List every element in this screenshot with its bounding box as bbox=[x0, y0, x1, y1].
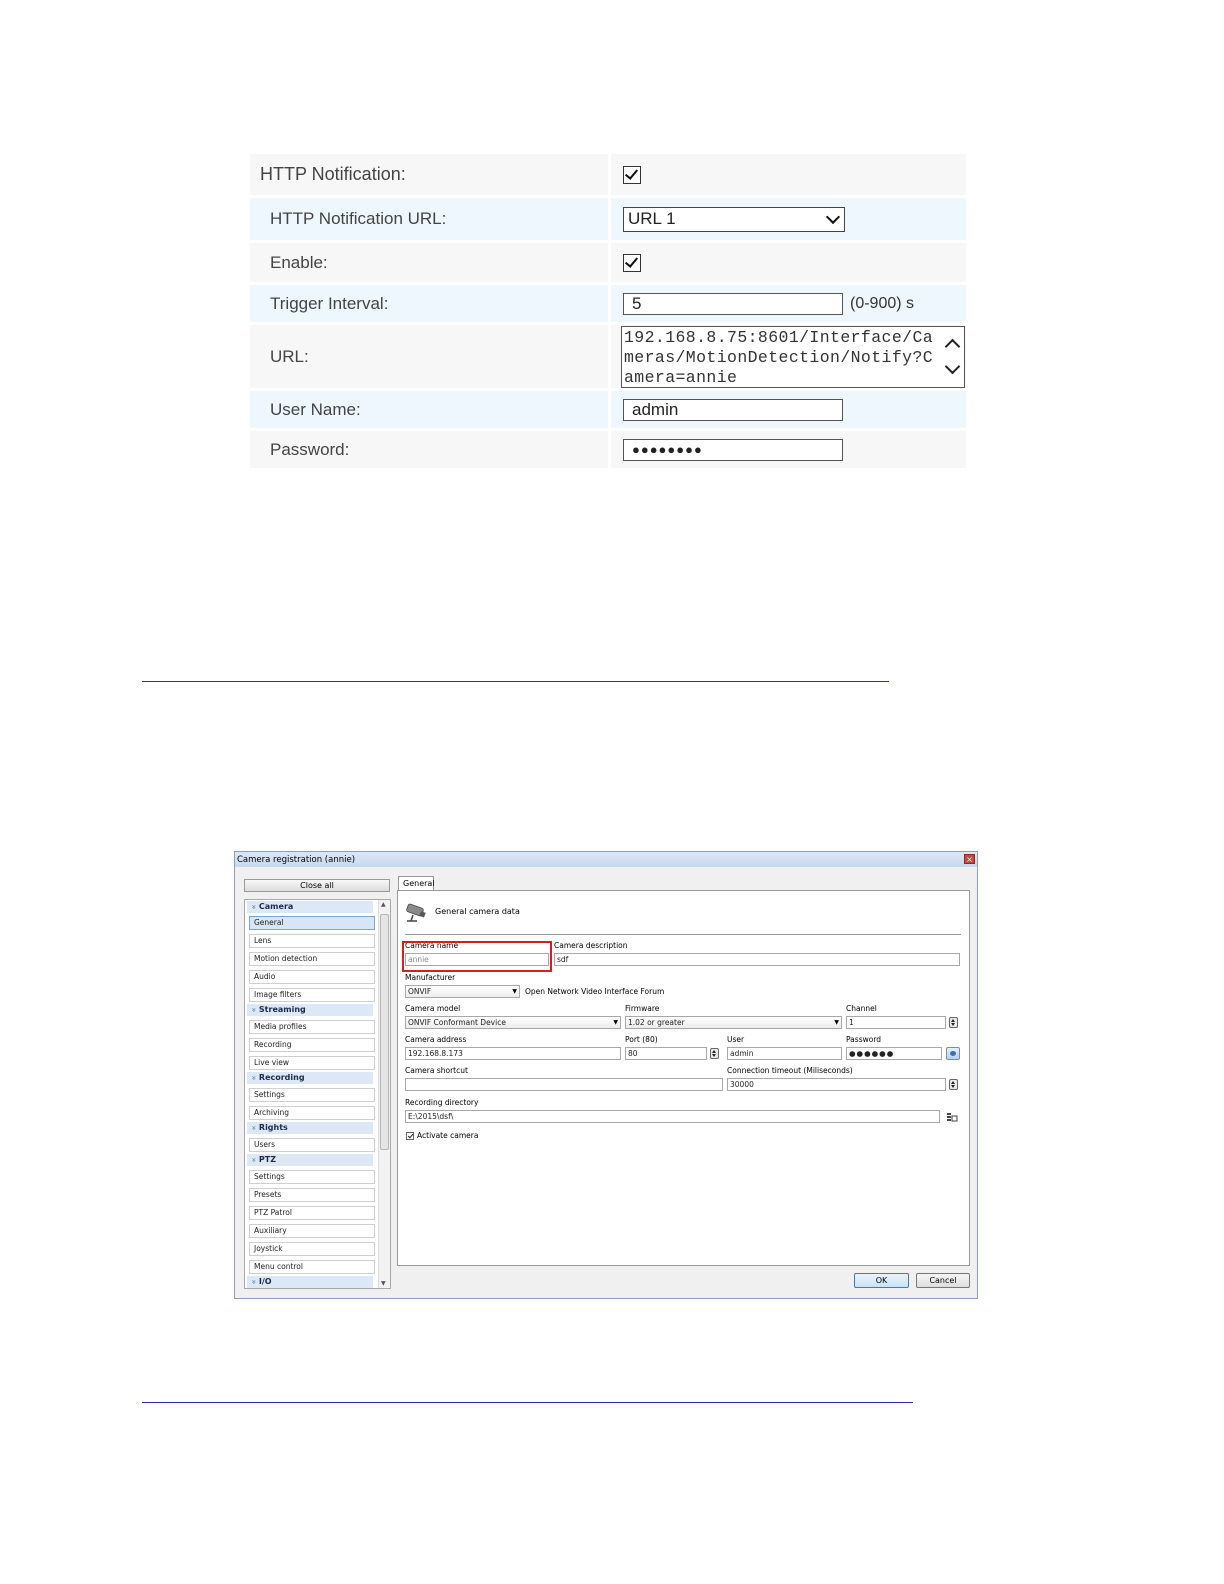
nav-item-media-profiles[interactable]: Media profiles bbox=[249, 1020, 375, 1034]
activate-camera-checkbox[interactable] bbox=[406, 1132, 414, 1140]
camera-shortcut-input[interactable] bbox=[405, 1078, 723, 1091]
activate-camera-label: Activate camera bbox=[417, 1131, 479, 1140]
camera-name-label: Camera name bbox=[405, 941, 459, 950]
nav-item-general[interactable]: General bbox=[249, 916, 375, 930]
cancel-button[interactable]: Cancel bbox=[916, 1273, 970, 1288]
dialog-titlebar bbox=[235, 852, 977, 867]
connection-timeout-input[interactable]: 30000 bbox=[727, 1078, 946, 1091]
channel-spinner[interactable] bbox=[949, 1017, 958, 1028]
recording-directory-label: Recording directory bbox=[405, 1098, 479, 1107]
password-input-dialog[interactable]: ●●●●●● bbox=[846, 1047, 942, 1060]
manufacturer-label: Manufacturer bbox=[405, 973, 456, 982]
manufacturer-select[interactable] bbox=[405, 985, 520, 998]
http-notification-url-value: URL 1 bbox=[628, 209, 676, 228]
url-row bbox=[250, 325, 966, 391]
chevron-up-icon[interactable] bbox=[945, 338, 961, 354]
user-name-input[interactable]: admin bbox=[623, 399, 843, 421]
manufacturer-value: ONVIF bbox=[408, 987, 432, 996]
user-name-row bbox=[250, 391, 966, 431]
nav-item-live-view[interactable]: Live view bbox=[249, 1056, 375, 1070]
camera-name-input[interactable]: annie bbox=[405, 953, 549, 966]
camera-shortcut-label: Camera shortcut bbox=[405, 1066, 468, 1075]
trigger-interval-row bbox=[250, 285, 966, 325]
camera-model-select[interactable] bbox=[405, 1016, 621, 1029]
chevron-down-icon bbox=[826, 209, 840, 223]
nav-item-users[interactable]: Users bbox=[249, 1138, 375, 1152]
camera-icon bbox=[405, 900, 429, 922]
nav-item-archiving[interactable]: Archiving bbox=[249, 1106, 375, 1120]
http-notification-url-row bbox=[250, 198, 966, 243]
url-label: URL: bbox=[270, 346, 309, 366]
enable-checkbox[interactable] bbox=[623, 254, 641, 272]
http-notification-checkbox[interactable] bbox=[623, 166, 641, 184]
firmware-select[interactable] bbox=[625, 1016, 842, 1029]
url-value: 192.168.8.75:8601/Interface/Cameras/MotionDetection/Notify?Camera=annie bbox=[624, 327, 934, 387]
nav-item-joystick[interactable]: Joystick bbox=[249, 1242, 375, 1256]
camera-description-input[interactable]: sdf bbox=[554, 953, 960, 966]
nav-item-recording[interactable]: Recording bbox=[249, 1038, 375, 1052]
dialog-title: Camera registration (annie) bbox=[237, 854, 356, 865]
nav-item-settings[interactable]: Settings bbox=[249, 1088, 375, 1102]
camera-registration-dialog bbox=[234, 851, 978, 1299]
connection-timeout-label: Connection timeout (Miliseconds) bbox=[727, 1066, 853, 1075]
divider-line bbox=[142, 681, 889, 682]
trigger-interval-unit: (0-900) s bbox=[850, 294, 915, 312]
url-textarea[interactable] bbox=[621, 326, 965, 388]
nav-group-io[interactable]: » I/O bbox=[247, 1276, 373, 1288]
section-header: General camera data bbox=[435, 907, 520, 916]
camera-model-value: ONVIF Conformant Device bbox=[408, 1018, 506, 1027]
firmware-label: Firmware bbox=[625, 1004, 660, 1013]
nav-item-ptz-patrol[interactable]: PTZ Patrol bbox=[249, 1206, 375, 1220]
camera-address-input[interactable]: 192.168.8.173 bbox=[405, 1047, 621, 1060]
scroll-down-arrow-icon[interactable]: ▼ bbox=[381, 1280, 386, 1287]
http-notification-row bbox=[250, 154, 966, 198]
recording-directory-input[interactable]: E:\2015\dsf\ bbox=[405, 1110, 940, 1123]
scroll-up-arrow-icon[interactable]: ▲ bbox=[381, 901, 386, 908]
nav-group-camera[interactable]: » Camera bbox=[247, 901, 373, 913]
user-label: User bbox=[727, 1035, 745, 1044]
nav-group-recording[interactable]: » Recording bbox=[247, 1072, 373, 1084]
camera-model-label: Camera model bbox=[405, 1004, 461, 1013]
password-input[interactable]: ●●●●●●●● bbox=[623, 439, 843, 461]
nav-item-lens[interactable]: Lens bbox=[249, 934, 375, 948]
password-label: Password: bbox=[270, 439, 350, 459]
close-icon[interactable]: × bbox=[964, 854, 975, 864]
navigation-panel bbox=[244, 899, 391, 1289]
trigger-interval-label: Trigger Interval: bbox=[270, 293, 389, 313]
firmware-value: 1.02 or greater bbox=[628, 1018, 685, 1027]
divider-line bbox=[142, 1402, 913, 1403]
url-scrollbar[interactable] bbox=[942, 327, 964, 387]
nav-item-image-filters[interactable]: Image filters bbox=[249, 988, 375, 1002]
ok-button[interactable]: OK bbox=[854, 1273, 909, 1288]
nav-scrollbar-thumb[interactable] bbox=[380, 914, 389, 1150]
port-input[interactable]: 80 bbox=[625, 1047, 707, 1060]
nav-item-presets[interactable]: Presets bbox=[249, 1188, 375, 1202]
chevron-down-icon[interactable] bbox=[945, 358, 961, 374]
enable-row bbox=[250, 243, 966, 285]
nav-group-ptz[interactable]: » PTZ bbox=[247, 1154, 373, 1166]
nav-scrollbar[interactable] bbox=[378, 900, 390, 1288]
browse-folder-icon[interactable] bbox=[946, 1111, 958, 1123]
http-notification-label: HTTP Notification: bbox=[260, 164, 406, 184]
password-label-dialog: Password bbox=[846, 1035, 882, 1044]
channel-input[interactable]: 1 bbox=[846, 1016, 946, 1029]
manufacturer-description: Open Network Video Interface Forum bbox=[525, 987, 665, 996]
password-row bbox=[250, 431, 966, 471]
nav-item-audio[interactable]: Audio bbox=[249, 970, 375, 984]
nav-item-auxiliary[interactable]: Auxiliary bbox=[249, 1224, 375, 1238]
camera-address-label: Camera address bbox=[405, 1035, 467, 1044]
section-divider bbox=[405, 934, 961, 935]
camera-description-label: Camera description bbox=[554, 941, 628, 950]
port-label: Port (80) bbox=[625, 1035, 658, 1044]
user-name-label: User Name: bbox=[270, 399, 361, 419]
user-input[interactable]: admin bbox=[727, 1047, 842, 1060]
tab-general[interactable]: General bbox=[398, 876, 434, 890]
http-notification-url-select[interactable] bbox=[623, 207, 845, 232]
nav-group-rights[interactable]: » Rights bbox=[247, 1122, 373, 1134]
highlight-box bbox=[402, 941, 552, 972]
connection-timeout-spinner[interactable] bbox=[949, 1079, 958, 1090]
port-spinner[interactable] bbox=[710, 1048, 719, 1059]
close-all-button[interactable]: Close all bbox=[244, 879, 390, 892]
channel-label: Channel bbox=[846, 1004, 877, 1013]
nav-item-ptz-settings[interactable]: Settings bbox=[249, 1170, 375, 1184]
enable-label: Enable: bbox=[270, 252, 328, 272]
http-notification-form bbox=[250, 154, 966, 471]
nav-item-motion-detection[interactable]: Motion detection bbox=[249, 952, 375, 966]
nav-group-streaming[interactable]: » Streaming bbox=[247, 1004, 373, 1016]
nav-item-menu-control[interactable]: Menu control bbox=[249, 1260, 375, 1274]
trigger-interval-input[interactable]: 5 bbox=[623, 293, 843, 315]
http-notification-url-label: HTTP Notification URL: bbox=[270, 209, 447, 228]
password-options-icon[interactable] bbox=[946, 1047, 960, 1060]
